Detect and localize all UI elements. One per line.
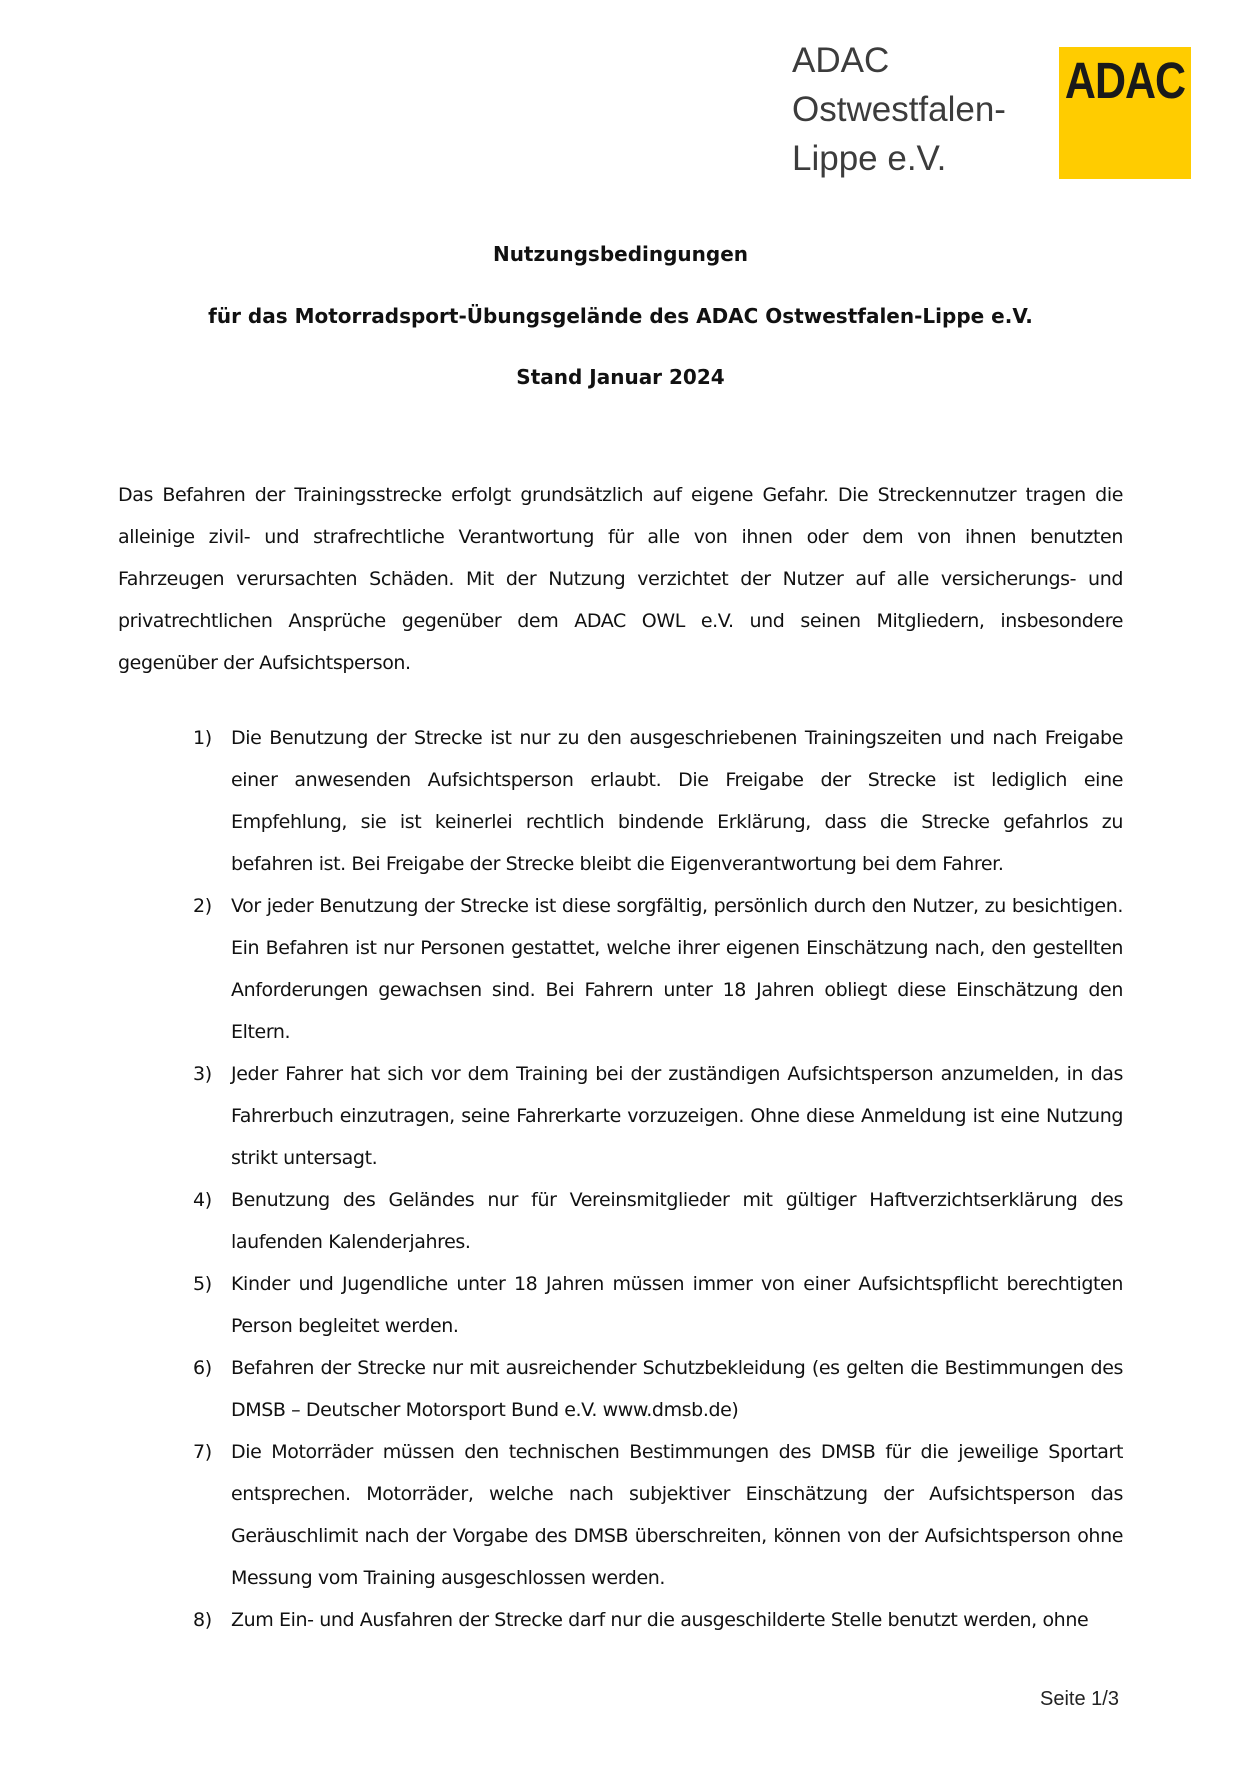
rule-item [0, 885, 1241, 1053]
organization-name-line3: Lippe e.V. [792, 139, 947, 178]
rule-text: Vor jeder Benutzung der Strecke ist diese sorgfältig, persönlich durch den Nutzer, zu besichtigen. Ein Befahren ist nur Personen gestattet, welche ihrer eigenen Einschätzung nach, den gestellten Anforderungen gewachsen sind. Bei Fahrern unter 18 Jahren obliegt diese Einschätzung den Eltern. [231, 895, 1123, 1043]
rule-number: 6) [193, 1357, 212, 1379]
page-number: Seite 1/3 [1040, 1688, 1119, 1710]
rule-item [0, 1347, 1241, 1431]
rule-number: 8) [193, 1609, 212, 1631]
rule-text: Jeder Fahrer hat sich vor dem Training bei der zuständigen Aufsichtsperson anzumelden, in das Fahrerbuch einzutragen, seine Fahrerkarte vorzuzeigen. Ohne diese Anmeldung ist eine Nutzung strikt untersagt. [231, 1063, 1123, 1169]
rule-item [0, 1431, 1241, 1599]
organization-name-line1: ADAC [792, 41, 890, 80]
document-date: Stand Januar 2024 [516, 365, 725, 389]
adac-logo [1059, 47, 1191, 179]
document-title: Nutzungsbedingungen [492, 242, 749, 266]
rule-item [0, 717, 1241, 885]
rule-text: Die Motorräder müssen den technischen Bestimmungen des DMSB für die jeweilige Sportart entsprechen. Motorräder, welche nach subjektiver Einschätzung der Aufsichtsperson das Geräuschlimit nach der Vorgabe des DMSB überschreiten, können von der Aufsichtsperson ohne Messung vom Training ausgeschlossen werden. [231, 1441, 1123, 1589]
rule-number: 5) [193, 1273, 212, 1295]
rule-text: Zum Ein- und Ausfahren der Strecke darf nur die ausgeschilderte Stelle benutzt werden, ohne [231, 1609, 1089, 1631]
document-subtitle: für das Motorradsport-Übungsgelände des ADAC Ostwestfalen-Lippe e.V. [208, 304, 1033, 328]
rule-number: 3) [193, 1063, 212, 1085]
rule-number: 1) [193, 727, 212, 749]
rule-text: Kinder und Jugendliche unter 18 Jahren müssen immer von einer Aufsichtspflicht berechtigten Person begleitet werden. [231, 1273, 1123, 1337]
rule-item [0, 1599, 1241, 1641]
organization-name-line2: Ostwestfalen- [792, 90, 1006, 129]
rule-number: 4) [193, 1189, 212, 1211]
rule-number: 2) [193, 895, 212, 917]
rule-item [0, 1053, 1241, 1179]
adac-logo-text: ADAC [1064, 53, 1186, 110]
organization-name [792, 36, 1032, 183]
rule-text: Die Benutzung der Strecke ist nur zu den ausgeschriebenen Trainingszeiten und nach Freigabe einer anwesenden Aufsichtsperson erlaubt. Die Freigabe der Strecke ist lediglich eine Empfehlung, sie ist keinerlei rechtlich bindende Erklärung, dass die Strecke gefahrlos zu befahren ist. Bei Freigabe der Strecke bleibt die Eigenverantwortung bei dem Fahrer. [231, 727, 1123, 875]
intro-paragraph: Das Befahren der Trainingsstrecke erfolgt grundsätzlich auf eigene Gefahr. Die Streckennutzer tragen die alleinige zivil- und strafrechtliche Verantwortung für alle von ihnen oder dem von ihnen benutzten Fahrzeugen verursachten Schäden. Mit der Nutzung verzichtet der Nutzer auf alle versicherungs- und privatrechtlichen Ansprüche gegenüber dem ADAC OWL e.V. und seinen Mitgliedern, insbesondere gegenüber der Aufsichtsperson. [118, 484, 1123, 674]
rule-item [0, 1263, 1241, 1347]
rule-number: 7) [193, 1441, 212, 1463]
rule-text: Benutzung des Geländes nur für Vereinsmitglieder mit gültiger Haftverzichtserklärung des laufenden Kalenderjahres. [231, 1189, 1123, 1253]
rules-list [0, 717, 1241, 1641]
rule-item [0, 1179, 1241, 1263]
rule-text: Befahren der Strecke nur mit ausreichender Schutzbekleidung (es gelten die Bestimmungen des DMSB – Deutscher Motorsport Bund e.V. www.dmsb.de) [231, 1357, 1123, 1421]
